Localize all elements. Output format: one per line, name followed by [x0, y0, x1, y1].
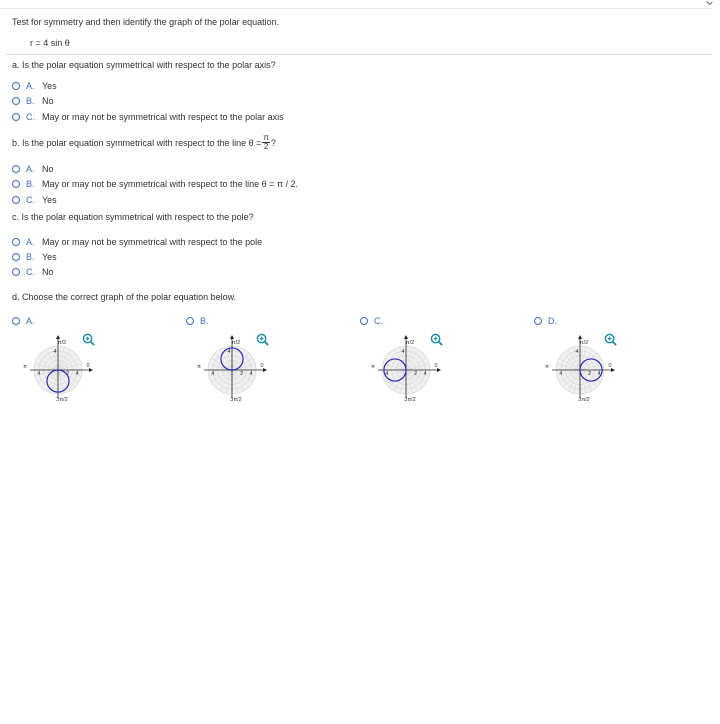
fraction-denominator: 2 — [263, 142, 269, 151]
tick-label: 4 — [37, 371, 41, 377]
radio-button[interactable] — [12, 165, 20, 173]
equation-text: r = 4 sin θ — [30, 38, 70, 48]
label-left: π — [545, 364, 549, 370]
graph-option-B[interactable] — [186, 316, 216, 326]
radio-button[interactable] — [12, 113, 20, 121]
radio-button[interactable] — [12, 97, 20, 105]
chevron-icon[interactable] — [706, 0, 712, 5]
radio-button[interactable] — [12, 238, 20, 246]
tick-label: 4 — [211, 371, 215, 377]
label-left: π — [197, 364, 201, 370]
graph-option-C[interactable] — [360, 316, 390, 326]
tick-label: 4 — [385, 371, 389, 377]
option-letter: C. — [26, 112, 35, 122]
question-c: c. Is the polar equation symmetrical with respect to the pole? — [12, 212, 254, 222]
label-right: 0 — [260, 363, 264, 369]
polar-graph-A — [22, 332, 108, 408]
option-text: Yes — [42, 252, 57, 262]
question-b-suffix: ? — [270, 137, 276, 148]
tick-label: 4 — [575, 348, 579, 355]
instructions-text: Test for symmetry and then identify the graph of the polar equation. — [12, 17, 280, 27]
option-c-A[interactable] — [12, 236, 262, 248]
pi-over-2-fraction — [262, 134, 270, 151]
top-divider — [0, 8, 712, 9]
radio-button[interactable] — [12, 180, 20, 188]
tick-label: 2 — [240, 371, 244, 377]
arrow-up-icon — [230, 335, 234, 339]
label-bottom: 3π/2 — [404, 397, 416, 403]
label-left: π — [371, 364, 375, 370]
tick-label: 4 — [559, 371, 563, 377]
option-c-B[interactable] — [12, 251, 57, 263]
option-text: Yes — [42, 195, 57, 205]
option-text: Yes — [42, 81, 57, 91]
polar-graph-B — [196, 332, 282, 408]
polar-graph-D — [544, 332, 630, 408]
label-top: π/2 — [579, 340, 589, 346]
tick-label: 4 — [227, 348, 231, 355]
label-bottom: 3π/2 — [56, 397, 68, 403]
label-right: 0 — [434, 363, 438, 369]
option-letter: B. — [200, 316, 209, 326]
option-text: No — [42, 267, 54, 277]
option-text: No — [42, 164, 54, 174]
option-letter: A. — [26, 164, 35, 174]
radio-button[interactable] — [360, 317, 368, 325]
radio-button[interactable] — [12, 253, 20, 261]
arrow-right-icon — [611, 368, 615, 372]
label-top: π/2 — [231, 340, 241, 346]
option-letter: C. — [26, 267, 35, 277]
arrow-right-icon — [437, 368, 441, 372]
radio-button[interactable] — [12, 82, 20, 90]
arrow-right-icon — [89, 368, 93, 372]
option-letter: A. — [26, 237, 35, 247]
radio-button[interactable] — [12, 196, 20, 204]
option-b-C[interactable] — [12, 194, 57, 206]
polar-graph-C — [370, 332, 456, 408]
fraction-numerator: π — [263, 133, 269, 142]
radio-button[interactable] — [12, 268, 20, 276]
section-divider — [6, 54, 712, 55]
option-letter: B. — [26, 252, 35, 262]
option-letter: C. — [26, 195, 35, 205]
arrow-right-icon — [263, 368, 267, 372]
graph-option-D[interactable] — [534, 316, 564, 326]
option-letter: A. — [26, 81, 35, 91]
label-left: π — [23, 364, 27, 370]
question-d: d. Choose the correct graph of the polar equation below. — [12, 292, 237, 302]
option-letter: D. — [548, 316, 557, 326]
option-text: No — [42, 96, 54, 106]
label-right: 0 — [86, 363, 90, 369]
arrow-up-icon — [56, 335, 60, 339]
option-b-B[interactable] — [12, 178, 298, 190]
label-right: 0 — [608, 363, 612, 369]
option-a-B[interactable] — [12, 95, 54, 107]
label-top: π/2 — [405, 340, 415, 346]
tick-label: 4 — [423, 371, 427, 377]
option-text: May or may not be symmetrical with respect to the pole — [42, 237, 263, 247]
option-text: May or may not be symmetrical with respect to the line θ = π / 2. — [42, 179, 299, 189]
radio-button[interactable] — [186, 317, 194, 325]
tick-label: 2 — [414, 371, 418, 377]
option-text: May or may not be symmetrical with respect to the polar axis — [42, 112, 284, 122]
question-b — [12, 134, 276, 151]
option-a-C[interactable] — [12, 111, 284, 123]
arrow-up-icon — [404, 335, 408, 339]
label-bottom: 3π/2 — [578, 397, 590, 403]
radio-button[interactable] — [12, 317, 20, 325]
option-letter: A. — [26, 316, 35, 326]
option-letter: B. — [26, 96, 35, 106]
option-letter: B. — [26, 179, 35, 189]
option-b-A[interactable] — [12, 163, 54, 175]
graph-option-A[interactable] — [12, 316, 42, 326]
option-letter: C. — [374, 316, 383, 326]
tick-label: 2 — [66, 371, 70, 377]
arrow-up-icon — [578, 335, 582, 339]
tick-label: 4 — [597, 371, 601, 377]
question-b-text: b. Is the polar equation symmetrical with respect to the line θ = — [12, 137, 262, 148]
option-c-C[interactable] — [12, 266, 54, 278]
option-a-A[interactable] — [12, 80, 57, 92]
question-a: a. Is the polar equation symmetrical with respect to the polar axis? — [12, 60, 276, 70]
label-top: π/2 — [57, 340, 67, 346]
tick-label: 2 — [588, 371, 592, 377]
tick-label: 4 — [75, 371, 79, 377]
tick-label: 4 — [53, 348, 57, 355]
radio-button[interactable] — [534, 317, 542, 325]
tick-label: 4 — [249, 371, 253, 377]
label-bottom: 3π/2 — [230, 397, 242, 403]
tick-label: 4 — [401, 348, 405, 355]
